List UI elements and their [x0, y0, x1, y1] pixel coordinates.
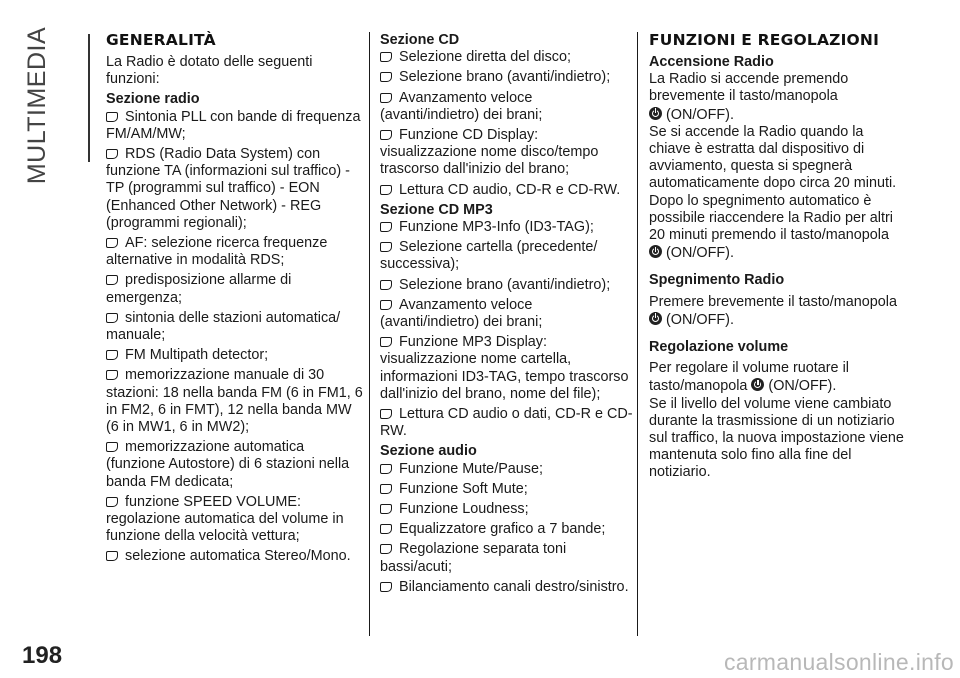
- bullet-icon: [380, 222, 392, 232]
- bullet-icon: [380, 504, 392, 514]
- bullet-icon: [106, 497, 118, 507]
- bullet-icon: [380, 337, 392, 347]
- list-item: Funzione MP3-Info (ID3-TAG);: [380, 219, 635, 236]
- list-item: selezione automatica Stereo/Mono.: [106, 548, 364, 565]
- list-item: Funzione Soft Mute;: [380, 481, 635, 498]
- bullet-icon: [106, 350, 118, 360]
- list-item: Avanzamento veloce (avanti/indietro) dei brani;: [380, 89, 543, 123]
- bullet-icon: [380, 72, 392, 82]
- list-item: Regolazione separata toni bassi/acuti;: [380, 541, 567, 575]
- list-item: predisposizione allarme di emergenza;: [106, 272, 292, 306]
- watermark: carmanualsonline.info: [723, 649, 954, 675]
- subheading-accensione-radio: Accensione Radio: [649, 54, 774, 70]
- bullet-icon: [106, 275, 118, 285]
- bullet-icon: [380, 52, 392, 62]
- side-rule: [88, 34, 90, 162]
- list-item: Funzione CD Display: visualizzazione nome disco/tempo trascorso dall'inizio del brano;: [380, 127, 599, 178]
- bullet-icon: [106, 442, 118, 452]
- list-item: Selezione brano (avanti/indietro);: [380, 69, 635, 86]
- bullet-icon: [380, 524, 392, 534]
- bullet-icon: [106, 112, 118, 122]
- list-item: Selezione cartella (precedente/ successiva);: [380, 239, 598, 273]
- bullet-icon: [380, 464, 392, 474]
- bullet-icon: [380, 544, 392, 554]
- column-2: [380, 32, 635, 599]
- bullet-icon: [106, 149, 118, 159]
- list-item: Sintonia PLL con bande di frequenza FM/AM/MW;: [106, 108, 361, 142]
- heading-funzioni-regolazioni: FUNZIONI E REGOLAZIONI: [649, 31, 880, 49]
- intro-text: La Radio è dotato delle seguenti funzioni:: [106, 54, 313, 88]
- bullet-icon: [106, 370, 118, 380]
- section-side-title: MULTIMEDIA: [23, 26, 52, 184]
- subheading-regolazione-volume: Regolazione volume: [649, 339, 789, 356]
- heading-generalita: GENERALITÀ: [106, 31, 216, 49]
- paragraph-accensione: La Radio si accende premendo brevemente il tasto/manopola (ON/OFF). Se si accende la Radio quando la chiave è estratta dal dispositivo di avviamento, questa si spegnerà automaticamente dopo circa 20 minuti. Dopo lo spegnimento automatico è possibile riaccendere la Radio per altri 20 minuti premendo il tasto/manopola (ON/OFF).: [649, 71, 897, 262]
- list-item: Selezione diretta del disco;: [380, 49, 635, 66]
- list-item: Bilanciamento canali destro/sinistro.: [380, 579, 635, 596]
- bullet-icon: [106, 313, 118, 323]
- list-item: Funzione Mute/Pause;: [380, 461, 635, 478]
- subheading-sezione-audio: Sezione audio: [380, 443, 477, 460]
- list-item: Lettura CD audio, CD-R e CD-RW.: [380, 182, 635, 199]
- list-item: memorizzazione automatica (funzione Autostore) di 6 stazioni nella banda FM dedicata;: [106, 439, 350, 490]
- bullet-icon: [380, 300, 392, 310]
- column-1: [106, 32, 364, 569]
- list-item: FM Multipath detector;: [106, 347, 364, 364]
- list-item: Equalizzatore grafico a 7 bande;: [380, 521, 635, 538]
- bullet-icon: [380, 582, 392, 592]
- power-icon: [649, 107, 662, 120]
- power-icon: [751, 378, 764, 391]
- bullet-icon: [106, 238, 118, 248]
- paragraph-volume: Per regolare il volume ruotare il tasto/manopola (ON/OFF). Se il livello del volume viene cambiato durante la trasmissione di un notiziario sul traffico, la nuova impostazione viene mantenuta solo fino alla fine del notiziario.: [649, 360, 904, 481]
- list-item: sintonia delle stazioni automatica/ manuale;: [106, 309, 341, 344]
- list-item: RDS (Radio Data System) con funzione TA (informazioni sul traffico) - TP (programmi sul traffico) - EON (Enhanced Other Network) - REG (programmi regionali);: [106, 146, 350, 231]
- bullet-icon: [380, 409, 392, 419]
- power-icon: [649, 245, 662, 258]
- bullet-icon: [380, 185, 392, 195]
- page-number: 198: [22, 642, 63, 669]
- bullet-icon: [380, 93, 392, 103]
- list-item: memorizzazione manuale di 30 stazioni: 18 nella banda FM (6 in FM1, 6 in FM2, 6 in FMT), 12 nella banda MW (6 in MW1, 6 in MW2);: [106, 367, 363, 436]
- list-item: AF: selezione ricerca frequenze alternative in modalità RDS;: [106, 235, 328, 269]
- subheading-spegnimento-radio: Spegnimento Radio: [649, 272, 785, 289]
- list-item: funzione SPEED VOLUME: regolazione automatica del volume in funzione della velocità vettura;: [106, 493, 344, 545]
- list-item: Funzione MP3 Display: visualizzazione nome cartella, informazioni ID3-TAG, tempo trascorso dall'inizio del brano, nome del file);: [380, 334, 629, 402]
- bullet-icon: [380, 484, 392, 494]
- subheading-sezione-cd: Sezione CD: [380, 32, 460, 48]
- bullet-icon: [380, 130, 392, 140]
- power-icon: [649, 312, 662, 325]
- subheading-sezione-cd-mp3: Sezione CD MP3: [380, 201, 493, 218]
- bullet-icon: [380, 242, 392, 252]
- paragraph-spegnimento: Premere brevemente il tasto/manopola (ON/OFF).: [649, 293, 897, 328]
- column-3: [649, 32, 907, 485]
- list-item: Selezione brano (avanti/indietro);: [380, 277, 635, 294]
- column-divider: [369, 32, 370, 636]
- subheading-sezione-radio: Sezione radio: [106, 91, 200, 108]
- list-item: Funzione Loudness;: [380, 501, 635, 518]
- bullet-icon: [106, 551, 118, 561]
- column-divider: [637, 32, 638, 636]
- list-item: Lettura CD audio o dati, CD-R e CD-RW.: [380, 406, 633, 440]
- list-item: Avanzamento veloce (avanti/indietro) dei brani;: [380, 296, 543, 331]
- bullet-icon: [380, 280, 392, 290]
